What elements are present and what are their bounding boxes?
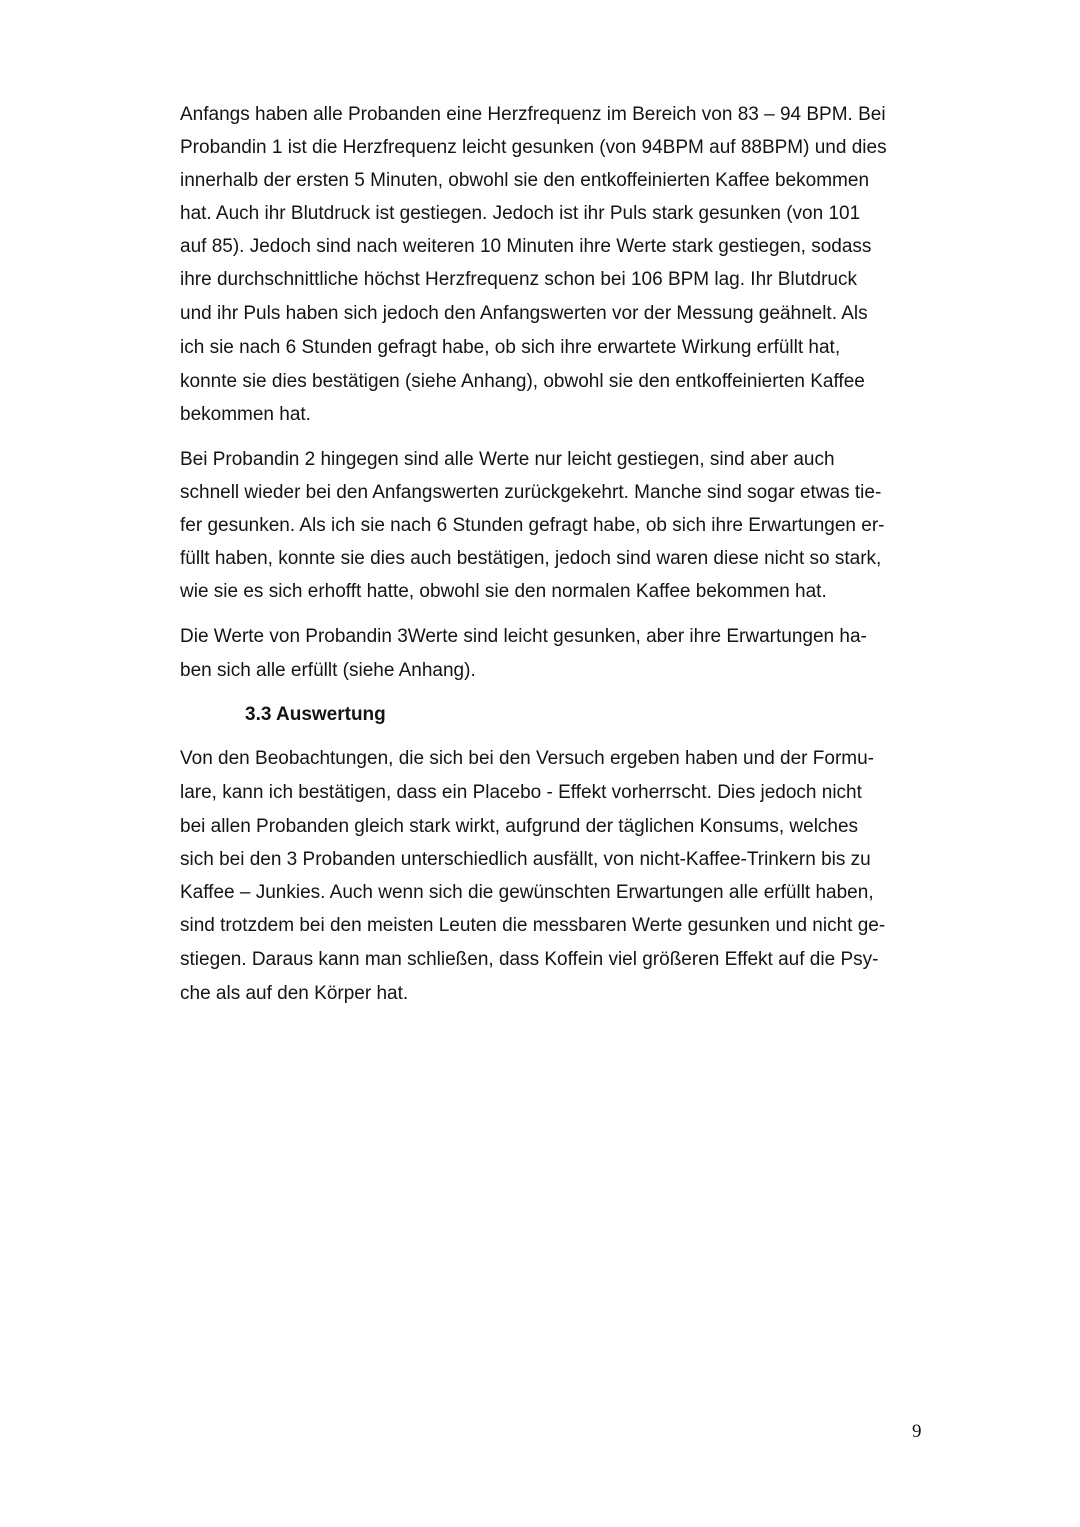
text-line: Kaffee – Junkies. Auch wenn sich die gewünschten Erwartungen alle erfüllt haben, [180, 882, 874, 903]
text-line: stiegen. Daraus kann man schließen, dass Koffein viel größeren Effekt auf die Psy- [180, 949, 879, 970]
text-line: schnell wieder bei den Anfangswerten zurückgekehrt. Manche sind sogar etwas tie- [180, 482, 882, 503]
text-line: Anfangs haben alle Probanden eine Herzfrequenz im Bereich von 83 – 94 BPM. Bei [180, 104, 886, 125]
text-line: hat. Auch ihr Blutdruck ist gestiegen. Jedoch ist ihr Puls stark gesunken (von 101 [180, 203, 861, 224]
text-line: Probandin 1 ist die Herzfrequenz leicht gesunken (von 94BPM auf 88BPM) und dies [180, 137, 887, 158]
text-line: sind trotzdem bei den meisten Leuten die messbaren Werte gesunken und nicht ge- [180, 915, 886, 936]
text-line: konnte sie dies bestätigen (siehe Anhang), obwohl sie den entkoffeinierten Kaffee [180, 371, 865, 392]
text-line: Von den Beobachtungen, die sich bei den Versuch ergeben haben und der Formu- [180, 748, 875, 769]
text-line: ben sich alle erfüllt (siehe Anhang). [180, 660, 476, 681]
text-line: füllt haben, konnte sie dies auch bestätigen, jedoch sind waren diese nicht so stark, [180, 548, 882, 569]
text-line: wie sie es sich erhofft hatte, obwohl sie den normalen Kaffee bekommen hat. [180, 581, 827, 602]
page-number: 9 [912, 1421, 922, 1442]
text-line: Bei Probandin 2 hingegen sind alle Werte nur leicht gestiegen, sind aber auch [180, 449, 835, 470]
text-line: fer gesunken. Als ich sie nach 6 Stunden gefragt habe, ob sich ihre Erwartungen er- [180, 515, 885, 536]
text-line: und ihr Puls haben sich jedoch den Anfangswerten vor der Messung geähnelt. Als [180, 303, 868, 324]
text-line: ihre durchschnittliche höchst Herzfrequenz schon bei 106 BPM lag. Ihr Blutdruck [180, 269, 857, 290]
text-line: lare, kann ich bestätigen, dass ein Placebo - Effekt vorherrscht. Dies jedoch nicht [180, 782, 862, 803]
text-line: che als auf den Körper hat. [180, 983, 409, 1004]
text-line: ich sie nach 6 Stunden gefragt habe, ob sich ihre erwartete Wirkung erfüllt hat, [180, 337, 841, 358]
section-heading: 3.3 Auswertung [245, 704, 386, 725]
text-line: bekommen hat. [180, 404, 311, 425]
text-line: auf 85). Jedoch sind nach weiteren 10 Minuten ihre Werte stark gestiegen, sodass [180, 236, 872, 257]
text-line: bei allen Probanden gleich stark wirkt, aufgrund der täglichen Konsums, welches [180, 816, 859, 837]
text-line: sich bei den 3 Probanden unterschiedlich ausfällt, von nicht-Kaffee-Trinkern bis zu [180, 849, 871, 870]
text-line: Die Werte von Probandin 3Werte sind leicht gesunken, aber ihre Erwartungen ha- [180, 626, 867, 647]
text-line: innerhalb der ersten 5 Minuten, obwohl sie den entkoffeinierten Kaffee bekommen [180, 170, 870, 191]
